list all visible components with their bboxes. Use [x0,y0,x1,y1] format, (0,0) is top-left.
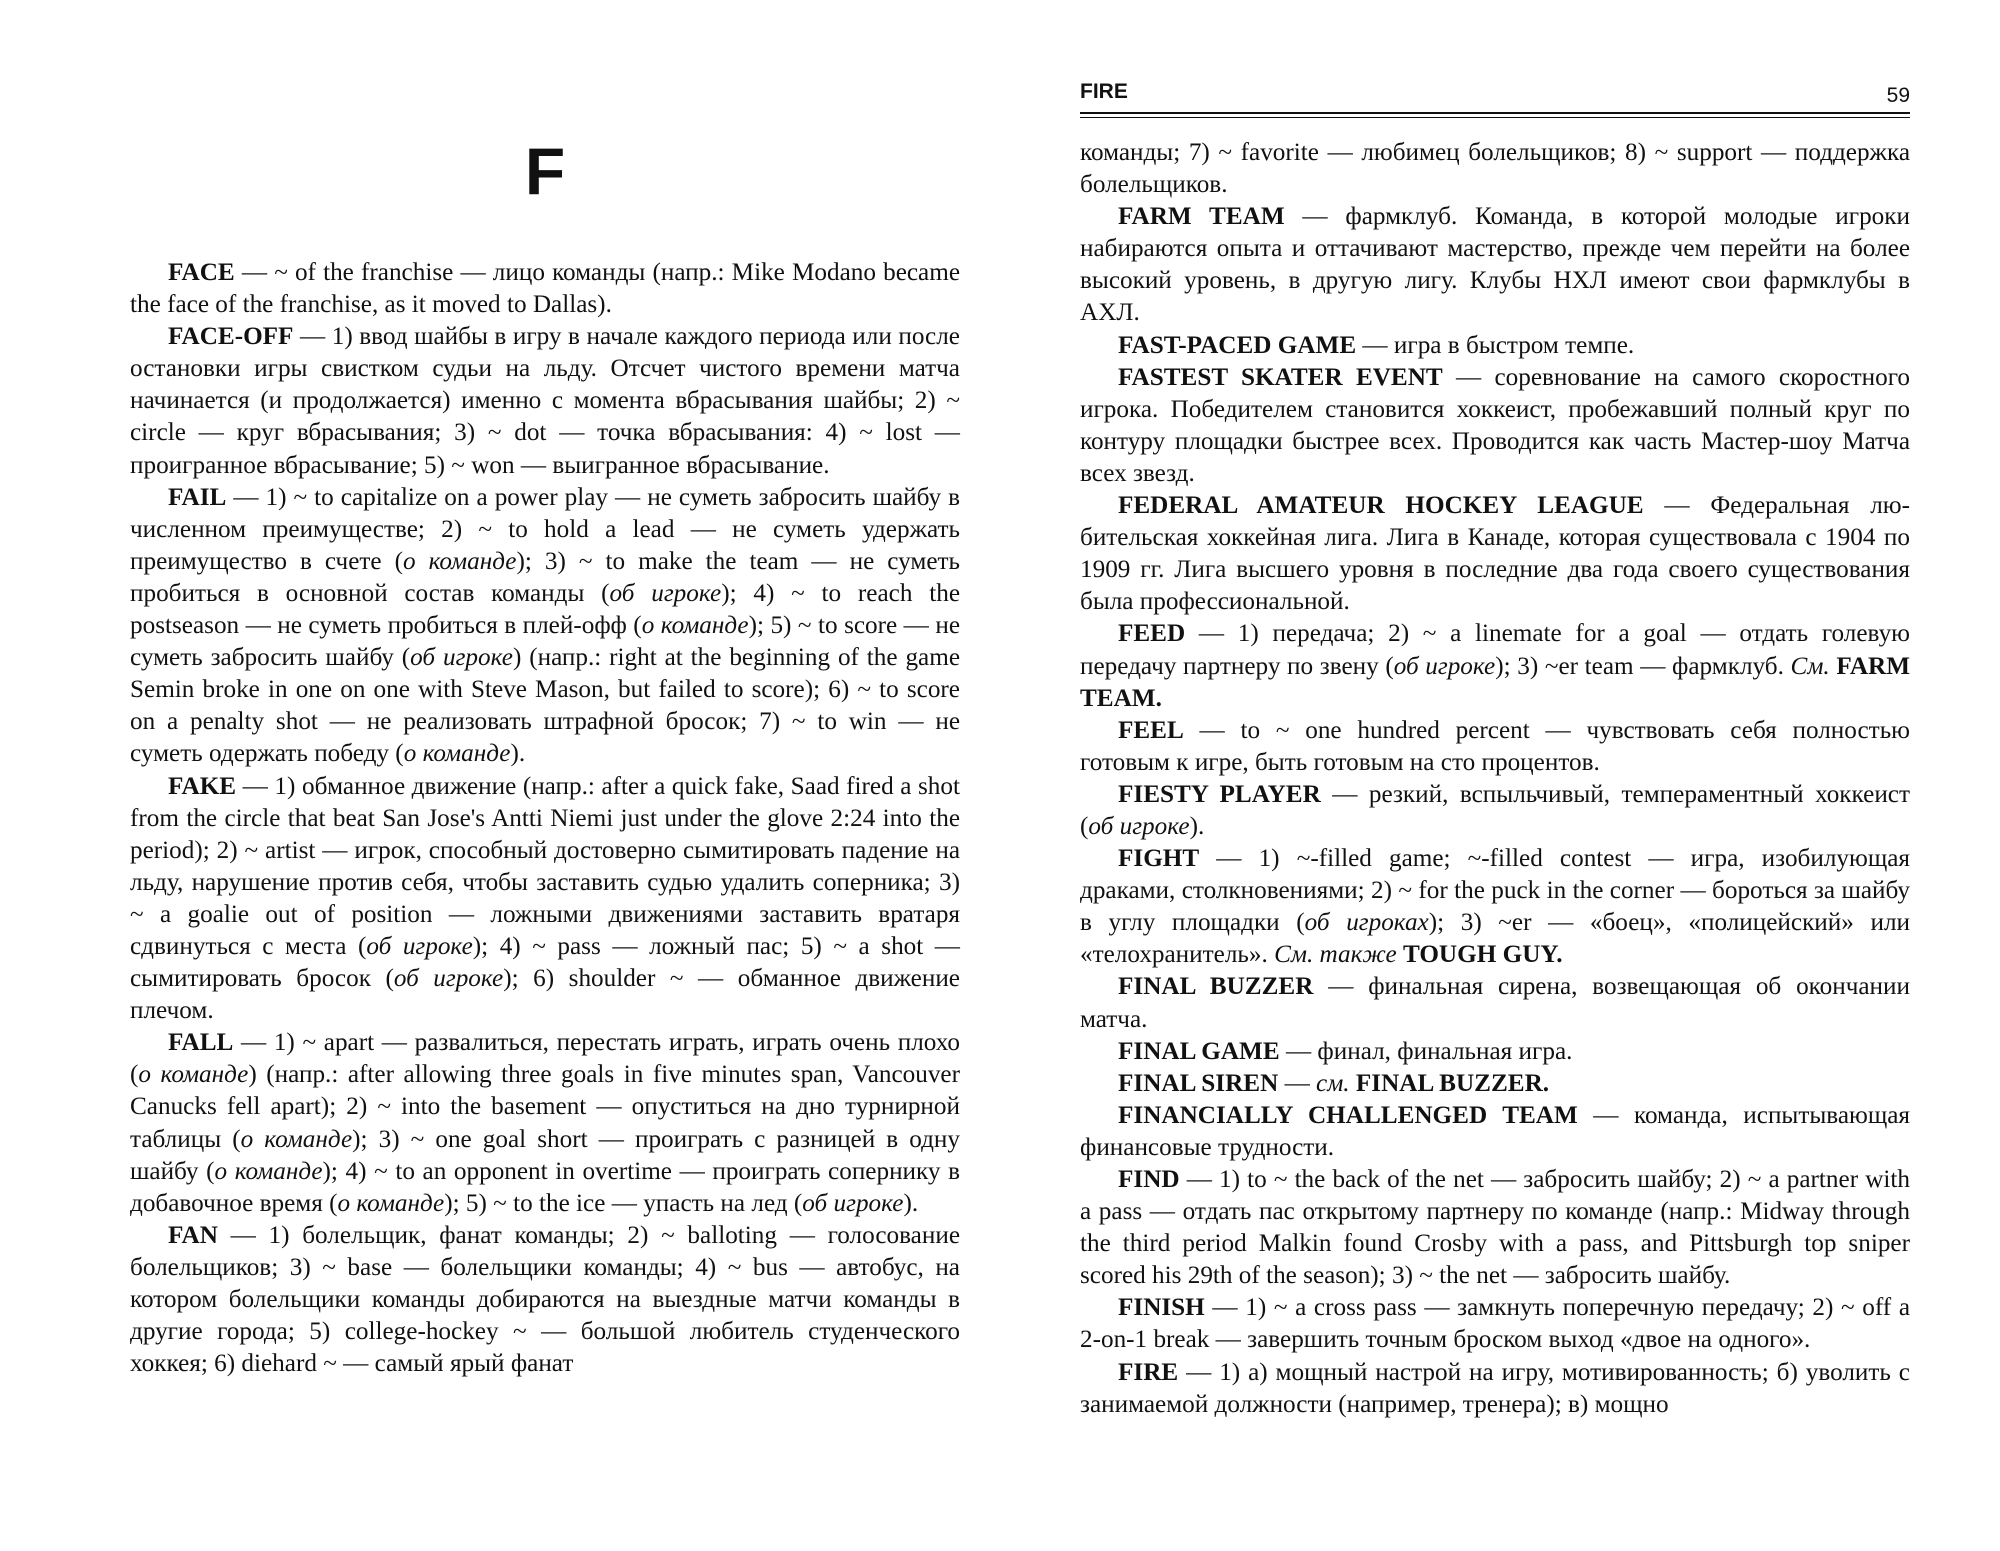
dictionary-entry [130,482,960,771]
entry-definition: — 1) передача; 2) ~ a linemate for a goal — отдать голевую передачу партнеру по звену ( [1080,620,1910,680]
entry-definition: ); 6) shoulder ~ — обманное движение плечом. [130,965,960,1025]
dictionary-entry [1080,1357,1910,1421]
running-head-word: FIRE [1080,80,1128,103]
entry-definition: — соревнование на самого скоростного игрока. Победителем становится хоккеист, пробежавший полный круг по контуру площадки быстрее всех. Проводится как часть Мастер-шоу Матча всех звезд. [1080,363,1910,487]
entry-definition: — [1278,1069,1317,1097]
entry-definition: — 1) обманное движение (напр.: after a quick fake, Saad fired a shot from the circle that beat San Jose's Antti Niemi just under the glove 2:24 into the period); 2) ~ artist — игрок, способный достоверно сымитировать падение на льду, нарушение против себя, чтобы заставить судью удалить соперника; 3) ~ a goalie out of position — ложными движениями заставить вратаря сдвинуться с места ( [130,772,960,960]
section-letter: F [524,134,566,208]
entry-definition: ); 3) ~ to make the team — не суметь пробиться в основной состав команды ( [130,547,960,607]
dictionary-entry [130,1027,960,1220]
entry-definition: — финал, финальная игра. [1279,1037,1573,1065]
right-column-text [1080,137,1910,1421]
entry-definition: — 1) to ~ the back of the net — забросить шайбу; 2) ~ a partner with a pass — отдать пас открытому партнеру по команде (напр.: Midway through the third period Malkin found Crosby with a pass, and Pittsburgh top sniper scored his 29th of the season); 3) ~ the net — забросить шайбу. [1080,1166,1910,1290]
entry-definition: ) (напр.: after allowing three goals in five minutes span, Vancouver Canucks fell apart); 2) ~ into the basement — опуститься на дно турнирной таблицы ( [130,1061,960,1153]
left-page [130,0,960,1551]
header-rule [1080,112,1910,114]
dictionary-entry [1080,618,1910,714]
entry-usage-note: об игроке [802,1189,904,1217]
entry-definition: ). [1189,812,1205,840]
entry-usage-note: о команде [138,1061,249,1089]
dictionary-entry [130,321,960,481]
entry-usage-note: о команде [403,547,517,575]
entry-definition: — игра в быстром темпе. [1356,331,1635,359]
entry-usage-note: о команде [641,612,749,640]
entry-usage-note: об игроке [410,644,513,672]
entry-definition: — 1) ввод шайбы в игру в начале каждого периода или после остановки игры свистком судьи на льду. Отсчет чистого времени матча начинается (и продолжается) именно с момента вбрасывания шайбы; 2) ~ circle — круг вбрасывания; 3) ~ dot — точка вбрасывания: 4) ~ lost — проигранное вбрасывание; 5) ~ won — выигранное вбрасывание. [130,323,960,479]
entry-definition: — 1) ~ a cross pass — замкнуть поперечную передачу; 2) ~ off a 2-on-1 break — завершить точным броском выход «двое на одного». [1080,1294,1910,1354]
dictionary-entry [1080,1164,1910,1292]
entry-headword: FINISH [1118,1294,1205,1322]
dictionary-entry [1080,971,1910,1035]
entry-headword: FAKE [168,772,237,800]
dictionary-entry [1080,779,1910,843]
entry-headword: FEED [1118,620,1186,648]
right-page [1080,0,1910,1551]
dictionary-entry [1080,1100,1910,1164]
entry-usage-note: об игроке [1088,812,1190,840]
entry-headword: FEDERAL AMATEUR HOCKEY LEAGUE [1118,492,1644,520]
entry-usage-note: о команде [403,740,511,768]
entry-usage-note: об игроке [1393,652,1496,680]
dictionary-entry [1080,362,1910,490]
entry-usage-note: об игроке [366,932,473,960]
entry-definition: ). [510,740,526,768]
dictionary-entry [1080,843,1910,971]
entry-headword: FIRE [1118,1358,1179,1386]
entry-definition: — Федеральная любительская хоккейная лига. Лига в Канаде, которая существовала с 1904 по 1909 гг. Лига высшего уровня в последние два года своего существования была профессиональной. [1080,492,1910,616]
dictionary-entry [1080,330,1910,362]
entry-usage-note: См. также [1274,941,1397,969]
dictionary-entry [1080,201,1910,329]
entry-headword: FAN [168,1221,218,1249]
entry-definition: — ~ of the franchise — лицо команды (напр.: Mike Modano became the face of the franchise, as it moved to Dallas). [130,259,960,319]
entry-headword: FINAL BUZZER [1118,973,1314,1001]
entry-definition: — 1) болельщик, фанат команды; 2) ~ balloting — голосование болельщиков; 3) ~ base — болельщики команды; 4) ~ bus — автобус, на котором болельщики команды добираются на выездные матчи команды в другие города; 5) college-hockey ~ — большой любитель студенческого хоккея; 6) diehard ~ — самый ярый фанат [130,1221,960,1378]
entry-usage-note: См. [1790,652,1830,680]
entry-definition: ); 5) ~ to score — не суметь забросить шайбу ( [130,612,961,672]
entry-usage-note: об игроках [1304,909,1429,937]
entry-headword: FASTEST SKATER EVENT [1118,363,1443,391]
entry-usage-note: об игроке [609,579,722,607]
entry-headword: FACE-OFF [168,323,294,351]
entry-usage-note: о команде [337,1189,445,1217]
entry-headword: FINAL SIREN [1118,1069,1279,1097]
dictionary-entry [130,771,960,1028]
entry-headword: FARM TEAM [1118,203,1285,231]
entry-definition: ); 5) ~ to the ice — упасть на лед ( [444,1189,803,1217]
dictionary-entry [130,257,960,321]
entry-definition: ); 3) ~er team — фармклуб. [1495,652,1791,680]
page-number: 59 [1886,84,1910,107]
dictionary-entry [1080,1292,1910,1356]
entry-definition: ). [903,1189,919,1217]
dictionary-entry [1080,715,1910,779]
entry-usage-note: об игроке [393,965,504,993]
left-column-text [130,257,960,1380]
entry-definition: — 1) ~-filled game; ~-filled contest — игра, изобилующая драками, столкновениями; 2) ~ for the puck in the corner — бороться за шайбу в углу площадки ( [1080,845,1910,937]
entry-definition: ); 4) ~ pass — ложный пас; 5) ~ a shot — сымитировать бросок ( [130,932,960,993]
entry-definition: ) (напр.: right at the beginning of the game Semin broke in one on one with Steve Mason, but failed to score); 6) ~ to score on a penalty shot — не реализовать штрафной бросок; 7) ~ to win — не суметь одержать победу ( [130,644,961,768]
entry-cross-reference: FINAL BUZZER. [1355,1069,1550,1097]
entry-definition: — фармклуб. Команда, в которой молодые игроки набираются опыта и оттачивают мастерство, прежде чем перейти на более высокий уровень, в другую лигу. Клубы НХЛ имеют свои фармклубы в АХЛ. [1080,203,1910,327]
entry-definition: ); 4) ~ to an opponent in overtime — проиграть сопернику в добавочное время ( [130,1157,960,1217]
entry-headword: FAST-PACED GAME [1118,331,1357,359]
dictionary-entry [1080,137,1910,201]
entry-definition: — 1) ~ apart — развалиться, перестать играть, играть очень плохо ( [130,1029,960,1089]
entry-headword: FALL [168,1029,234,1057]
entry-definition: — 1) а) мощный настрой на игру, мотивированность; б) уволить с занимаемой должности (например, тренера); в) мощно [1080,1358,1910,1418]
entry-headword: FINAL GAME [1118,1037,1280,1065]
entry-usage-note: о команде [214,1157,323,1185]
dictionary-entry [1080,1068,1910,1100]
entry-definition: — 1) ~ to capitalize on a power play — не суметь забросить шайбу в численном преимуществе; 2) ~ to hold a lead — не суметь удержать преимущество в счете ( [130,483,960,575]
entry-headword: FEEL [1118,716,1184,744]
running-head [1080,78,1910,110]
entry-definition: — резкий, вспыльчивый, темпераментный хоккеист ( [1080,780,1910,840]
dictionary-entry [1080,490,1910,618]
entry-usage-note: см. [1316,1069,1350,1097]
entry-definition: ); 3) ~er — «боец», «полицейский» или «телохранитель». [1080,909,1910,969]
entry-headword: FAIL [168,483,227,511]
entry-cross-reference: TOUGH GUY. [1403,941,1563,969]
entry-headword: FINANCIALLY CHALLENGED TEAM [1118,1101,1578,1129]
entry-definition: ); 3) ~ one goal short — проиграть с разницей в одну шайбу ( [130,1125,961,1185]
entry-headword: FIGHT [1118,845,1200,873]
entry-definition: ); 4) ~ to reach the postseason — не суметь пробиться в плей-офф ( [130,579,960,640]
entry-definition: команды; 7) ~ favorite — любимец болельщиков; 8) ~ support — поддержка болельщиков. [1080,139,1910,199]
entry-definition: — команда, испытывающая финансовые трудности. [1080,1101,1910,1161]
entry-usage-note: о команде [240,1125,353,1153]
dictionary-entry [130,1220,960,1380]
entry-headword: FIND [1118,1166,1180,1193]
entry-headword: FIESTY PLAYER [1118,780,1321,808]
entry-cross-reference: FARM TEAM. [1080,652,1911,712]
entry-definition: — финальная сирена, возвещающая об окончании матча. [1080,973,1910,1033]
header-rule-thin [1080,117,1910,118]
entry-definition: — to ~ one hundred percent — чувствовать себя полностью готовым к игре, быть готовым на сто процентов. [1080,716,1910,776]
entry-headword: FACE [168,259,235,286]
dictionary-entry [1080,1036,1910,1068]
